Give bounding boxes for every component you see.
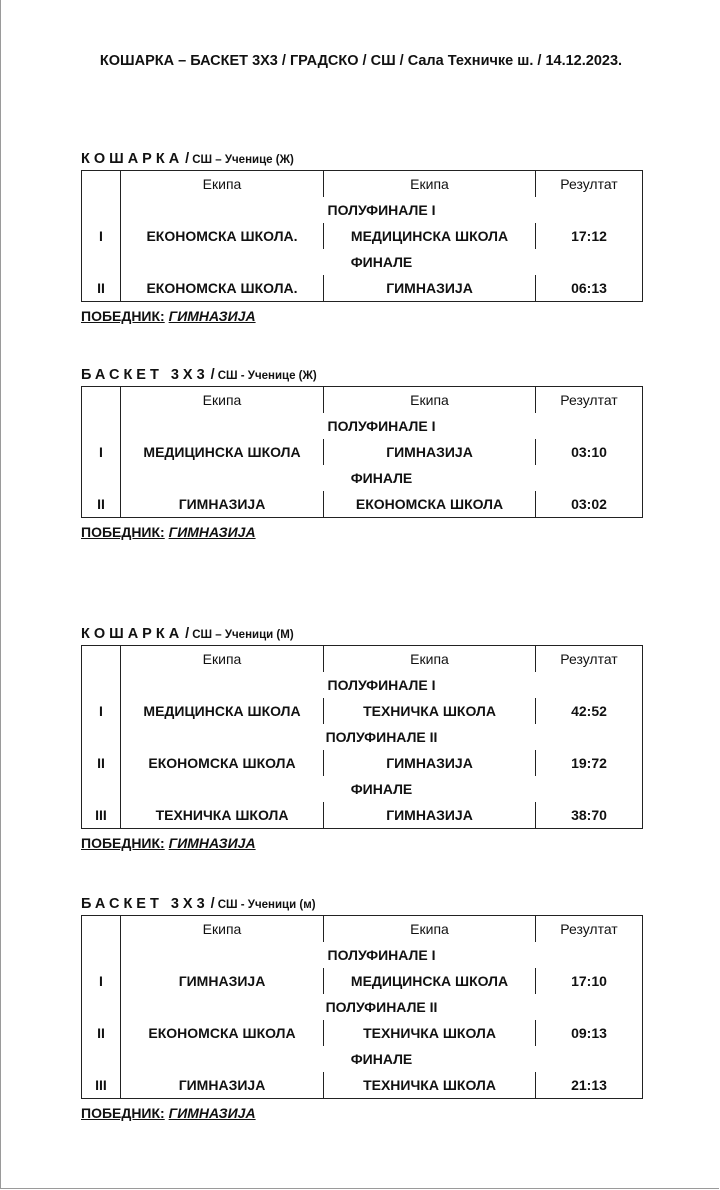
- match-number: II: [82, 275, 121, 302]
- heading-separator: /: [210, 367, 215, 383]
- results-table: [81, 170, 643, 302]
- stage-number-cell: [82, 942, 121, 968]
- category-name: СШ - Ученице (Ж): [217, 370, 317, 382]
- header-number-cell: [82, 646, 121, 673]
- document-title: КОШАРКА – БАСКЕТ 3Х3 / ГРАДСКО / СШ / Сала Техничке ш. / 14.12.2023.: [99, 53, 623, 69]
- stage-row: [82, 672, 643, 698]
- match-score: 38:70: [536, 802, 643, 829]
- winner-line: [81, 833, 641, 853]
- match-number: I: [82, 968, 121, 994]
- stage-label: ФИНАЛЕ: [121, 249, 643, 275]
- team-b: ГИМНАЗИЈА: [324, 439, 536, 465]
- stage-number-cell: [82, 672, 121, 698]
- match-number: I: [82, 223, 121, 249]
- match-score: 03:02: [536, 491, 643, 518]
- table-header-row: [82, 387, 643, 414]
- stage-row: [82, 197, 643, 223]
- results-table: [81, 915, 643, 1099]
- stage-label: ФИНАЛЕ: [121, 776, 643, 802]
- header-number-cell: [82, 387, 121, 414]
- stage-label: ФИНАЛЕ: [121, 1046, 643, 1072]
- stage-label: ПОЛУФИНАЛЕ I: [121, 672, 643, 698]
- stage-label: ФИНАЛЕ: [121, 465, 643, 491]
- stage-number-cell: [82, 197, 121, 223]
- sport-name: БАСКЕТ 3Х3: [81, 367, 209, 383]
- team-b: ТЕХНИЧКА ШКОЛА: [324, 698, 536, 724]
- stage-number-cell: [82, 249, 121, 275]
- winner-line: [81, 1103, 641, 1123]
- team-b: ТЕХНИЧКА ШКОЛА: [324, 1072, 536, 1099]
- header-team-b: Екипа: [324, 646, 536, 673]
- stage-row: [82, 994, 643, 1020]
- winner-value: ГИМНАЗИЈА: [168, 308, 256, 324]
- table-header-row: [82, 916, 643, 943]
- results-table: [81, 386, 643, 518]
- header-result: Резултат: [536, 916, 643, 943]
- match-row: [82, 698, 643, 724]
- header-team-a: Екипа: [121, 171, 324, 198]
- stage-number-cell: [82, 994, 121, 1020]
- match-number: I: [82, 439, 121, 465]
- section-heading: [81, 364, 641, 386]
- stage-number-cell: [82, 465, 121, 491]
- match-score: 42:52: [536, 698, 643, 724]
- header-team-b: Екипа: [324, 387, 536, 414]
- sport-name: БАСКЕТ 3Х3: [81, 896, 209, 912]
- team-a: ЕКОНОМСКА ШКОЛА: [121, 1020, 324, 1046]
- match-number: III: [82, 802, 121, 829]
- heading-separator: /: [210, 896, 215, 912]
- header-result: Резултат: [536, 646, 643, 673]
- match-score: 03:10: [536, 439, 643, 465]
- match-row: [82, 275, 643, 302]
- team-b: ЕКОНОМСКА ШКОЛА: [324, 491, 536, 518]
- header-team-a: Екипа: [121, 916, 324, 943]
- winner-label: ПОБЕДНИК:: [81, 1105, 165, 1121]
- winner-value: ГИМНАЗИЈА: [168, 524, 256, 540]
- stage-row: [82, 724, 643, 750]
- team-b: ГИМНАЗИЈА: [324, 275, 536, 302]
- stage-number-cell: [82, 724, 121, 750]
- sport-name: КОШАРКА: [81, 626, 184, 642]
- match-score: 06:13: [536, 275, 643, 302]
- match-row: [82, 1072, 643, 1099]
- match-score: 19:72: [536, 750, 643, 776]
- team-a: ЕКОНОМСКА ШКОЛА: [121, 750, 324, 776]
- match-score: 17:10: [536, 968, 643, 994]
- match-row: [82, 491, 643, 518]
- team-b: МЕДИЦИНСКА ШКОЛА: [324, 223, 536, 249]
- header-number-cell: [82, 916, 121, 943]
- stage-label: ПОЛУФИНАЛЕ I: [121, 197, 643, 223]
- match-row: [82, 223, 643, 249]
- table-header-row: [82, 646, 643, 673]
- header-team-a: Екипа: [121, 387, 324, 414]
- match-score: 17:12: [536, 223, 643, 249]
- result-section: [81, 623, 641, 853]
- winner-line: [81, 522, 641, 542]
- winner-value: ГИМНАЗИЈА: [168, 835, 256, 851]
- heading-separator: /: [185, 626, 190, 642]
- match-row: [82, 802, 643, 829]
- table-header-row: [82, 171, 643, 198]
- section-heading: [81, 148, 641, 170]
- stage-label: ПОЛУФИНАЛЕ I: [121, 942, 643, 968]
- results-table: [81, 645, 643, 829]
- team-a: МЕДИЦИНСКА ШКОЛА: [121, 698, 324, 724]
- stage-row: [82, 942, 643, 968]
- section-heading: [81, 893, 641, 915]
- header-team-a: Екипа: [121, 646, 324, 673]
- match-score: 09:13: [536, 1020, 643, 1046]
- stage-row: [82, 1046, 643, 1072]
- winner-label: ПОБЕДНИК:: [81, 835, 165, 851]
- match-number: II: [82, 750, 121, 776]
- header-team-b: Екипа: [324, 171, 536, 198]
- heading-separator: /: [185, 151, 190, 167]
- match-row: [82, 750, 643, 776]
- sport-name: КОШАРКА: [81, 151, 184, 167]
- result-section: [81, 364, 641, 542]
- match-score: 21:13: [536, 1072, 643, 1099]
- section-heading: [81, 623, 641, 645]
- team-a: ЕКОНОМСКА ШКОЛА.: [121, 275, 324, 302]
- result-section: [81, 148, 641, 326]
- stage-label: ПОЛУФИНАЛЕ II: [121, 994, 643, 1020]
- category-name: СШ - Ученици (м): [217, 899, 316, 911]
- team-a: ТЕХНИЧКА ШКОЛА: [121, 802, 324, 829]
- team-a: ЕКОНОМСКА ШКОЛА.: [121, 223, 324, 249]
- winner-label: ПОБЕДНИК:: [81, 308, 165, 324]
- match-row: [82, 1020, 643, 1046]
- match-row: [82, 439, 643, 465]
- team-a: ГИМНАЗИЈА: [121, 491, 324, 518]
- team-a: ГИМНАЗИЈА: [121, 968, 324, 994]
- header-result: Резултат: [536, 171, 643, 198]
- stage-row: [82, 465, 643, 491]
- winner-value: ГИМНАЗИЈА: [168, 1105, 256, 1121]
- stage-label: ПОЛУФИНАЛЕ II: [121, 724, 643, 750]
- stage-row: [82, 249, 643, 275]
- winner-label: ПОБЕДНИК:: [81, 524, 165, 540]
- match-number: II: [82, 491, 121, 518]
- header-number-cell: [82, 171, 121, 198]
- match-number: I: [82, 698, 121, 724]
- stage-number-cell: [82, 1046, 121, 1072]
- team-b: ГИМНАЗИЈА: [324, 750, 536, 776]
- category-name: СШ – Ученици (М): [192, 629, 294, 641]
- team-a: ГИМНАЗИЈА: [121, 1072, 324, 1099]
- winner-line: [81, 306, 641, 326]
- header-team-b: Екипа: [324, 916, 536, 943]
- stage-row: [82, 776, 643, 802]
- match-number: II: [82, 1020, 121, 1046]
- team-a: МЕДИЦИНСКА ШКОЛА: [121, 439, 324, 465]
- stage-row: [82, 413, 643, 439]
- team-b: ТЕХНИЧКА ШКОЛА: [324, 1020, 536, 1046]
- category-name: СШ – Ученице (Ж): [192, 154, 294, 166]
- stage-number-cell: [82, 776, 121, 802]
- header-result: Резултат: [536, 387, 643, 414]
- match-number: III: [82, 1072, 121, 1099]
- result-section: [81, 893, 641, 1123]
- stage-number-cell: [82, 413, 121, 439]
- match-row: [82, 968, 643, 994]
- team-b: МЕДИЦИНСКА ШКОЛА: [324, 968, 536, 994]
- stage-label: ПОЛУФИНАЛЕ I: [121, 413, 643, 439]
- team-b: ГИМНАЗИЈА: [324, 802, 536, 829]
